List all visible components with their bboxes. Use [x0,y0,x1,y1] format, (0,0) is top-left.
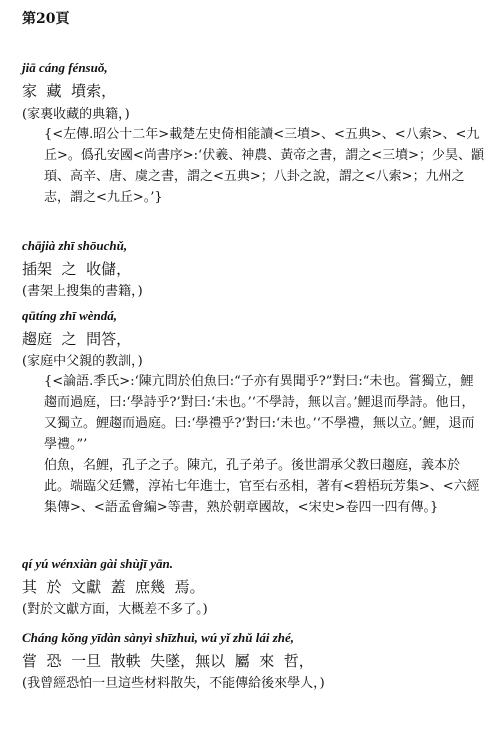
pinyin-line: Cháng kǒng yīdàn sànyì shīzhuì, wú yǐ zhǔ lái zhé, [22,630,295,645]
pinyin-line: qí yú wénxiàn gài shùjī yān. [22,556,173,571]
gloss-line: (書架上搜集的書籍，) [22,284,143,299]
gloss-line: (家庭中父親的教訓，) [22,354,143,369]
pinyin-line: qūtíng zhī wèndá, [22,308,118,323]
chinese-phrase: 家 藏 墳索， [22,82,117,100]
commentary-note: {<論語.季氏>:‘陳亢問於伯魚曰:“子亦有異聞乎?”對曰:“未也。嘗獨立，鯉趨而過庭，曰:‘學詩乎?’對曰:‘未也。’‘不學詩，無以言。’鯉退而學詩。他日，又獨立。鯉趨而過庭。曰:‘學禮乎?’對曰:‘未也。’‘不學禮，無以立。’鯉，退而學禮。”’ 伯魚，名鯉，孔子之子。陳亢，孔子弟子。後世謂承父教曰趨庭，義本於此。端臨父廷鸞，淳祐七年進士，官至右丞相，著有<碧梧玩芳集>、<六經集傳>、<語孟會編>等書，熟於朝章國故，<宋史>卷四一四有傳。} [44,374,480,515]
gloss-line: (我曾經恐怕一旦這些材料散失，不能傳給後來學人，) [22,676,325,691]
chinese-phrase: 插架 之 收儲， [22,260,132,278]
chinese-phrase: 嘗 恐 一旦 散軼 失墜，無以 屬 來 哲， [22,652,314,670]
pinyin-line: jiā cáng fénsuǒ, [22,60,108,75]
page-header: 第20頁 [22,11,70,27]
chinese-phrase: 其 於 文獻 蓋 庶幾 焉。 [22,578,205,596]
chinese-phrase: 趨庭 之 問答， [22,330,132,348]
gloss-line: (對於文獻方面，大概差不多了。) [22,602,208,617]
gloss-line: (家裏收藏的典籍，) [22,107,130,122]
commentary-note: {<左傳.昭公十二年>載楚左史倚相能讀<三墳>、<五典>、<八索>、<九丘>。僞孔安國<尚書序>:‘伏羲、神農、黃帝之書，謂之<三墳>；少昊、顓頊、高辛、唐、虞之書，謂之<五典>；八卦之說，謂之<八索>；九州之志，謂之<九丘>。’} [44,127,484,205]
pinyin-line: chājià zhī shōuchǔ, [22,238,128,253]
